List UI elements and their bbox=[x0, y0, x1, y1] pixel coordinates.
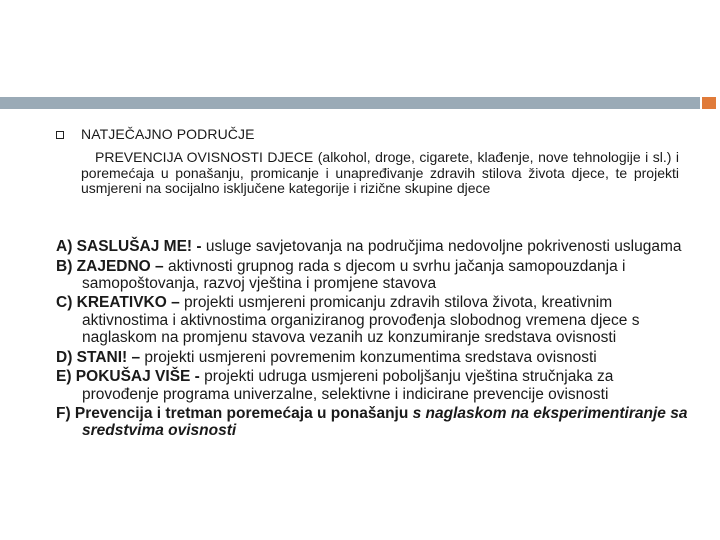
program-list bbox=[56, 238, 688, 442]
intro-paragraph: PREVENCIJA OVISNOSTI DJECE (alkohol, droge, cigarete, klađenje, nove tehnologije i sl.) i poremećaja u ponašanju, promicanje i unapređivanje zdravih stilova života djece, te projekti usmjereni na socijalno isključene kategorije i rizične skupine djece bbox=[81, 149, 679, 196]
program-item-separator: - bbox=[192, 238, 206, 255]
program-item-c bbox=[56, 294, 688, 346]
accent-bar-gray bbox=[0, 97, 700, 109]
program-item-label: E) POKUŠAJ VIŠE bbox=[56, 368, 191, 386]
program-item-separator: – bbox=[166, 294, 185, 312]
program-item-emphasis: s naglaskom na eksperimentiranje sa sredstvima ovisnosti bbox=[82, 405, 688, 440]
program-item-b bbox=[56, 258, 688, 293]
program-item-label: A) SASLUŠAJ ME! bbox=[56, 238, 193, 255]
title-accent-bar bbox=[0, 97, 720, 109]
program-item-a bbox=[56, 238, 688, 255]
program-item-separator: – bbox=[150, 257, 168, 275]
program-item-text: projekti udruga usmjereni poboljšanju vještina stručnjaka za provođenje programa univerzalne, selektivne i indicirane prevencije ovisnosti bbox=[82, 368, 614, 403]
program-item-label: C) KREATIVKO bbox=[56, 294, 167, 312]
section-heading: NATJEČAJNO PODRUČJE bbox=[81, 126, 255, 142]
program-item-e bbox=[56, 368, 688, 403]
program-item-label: D) STANI! bbox=[56, 348, 128, 366]
program-item-separator: - bbox=[190, 368, 205, 386]
program-item-text: projekti usmjereni promicanju zdravih stilova života, kreativnim aktivnostima i aktivnostima organiziranog provođenja slobodnog vremena djece s naglaskom na promjenu stavova vezanih uz konzumiranje sredstava ovisnosti bbox=[82, 294, 640, 347]
accent-bar-orange bbox=[702, 97, 716, 109]
program-item-text: usluge savjetovanja na područjima nedovoljne pokrivenosti uslugama bbox=[205, 238, 682, 255]
program-item-label: B) ZAJEDNO bbox=[56, 257, 151, 275]
program-item-label: F) Prevencija i tretman poremećaja u ponašanju bbox=[56, 405, 409, 423]
program-item-f bbox=[56, 405, 688, 440]
program-item-d bbox=[56, 349, 688, 366]
square-bullet-icon bbox=[56, 131, 64, 139]
program-item-text: projekti usmjereni povremenim konzumentima sredstava ovisnosti bbox=[144, 348, 597, 366]
program-item-separator: – bbox=[127, 348, 145, 366]
program-item-text: aktivnosti grupnog rada s djecom u svrhu jačanja samopouzdanja i samopoštovanja, razvoj vještina i promjene stavova bbox=[82, 257, 626, 292]
